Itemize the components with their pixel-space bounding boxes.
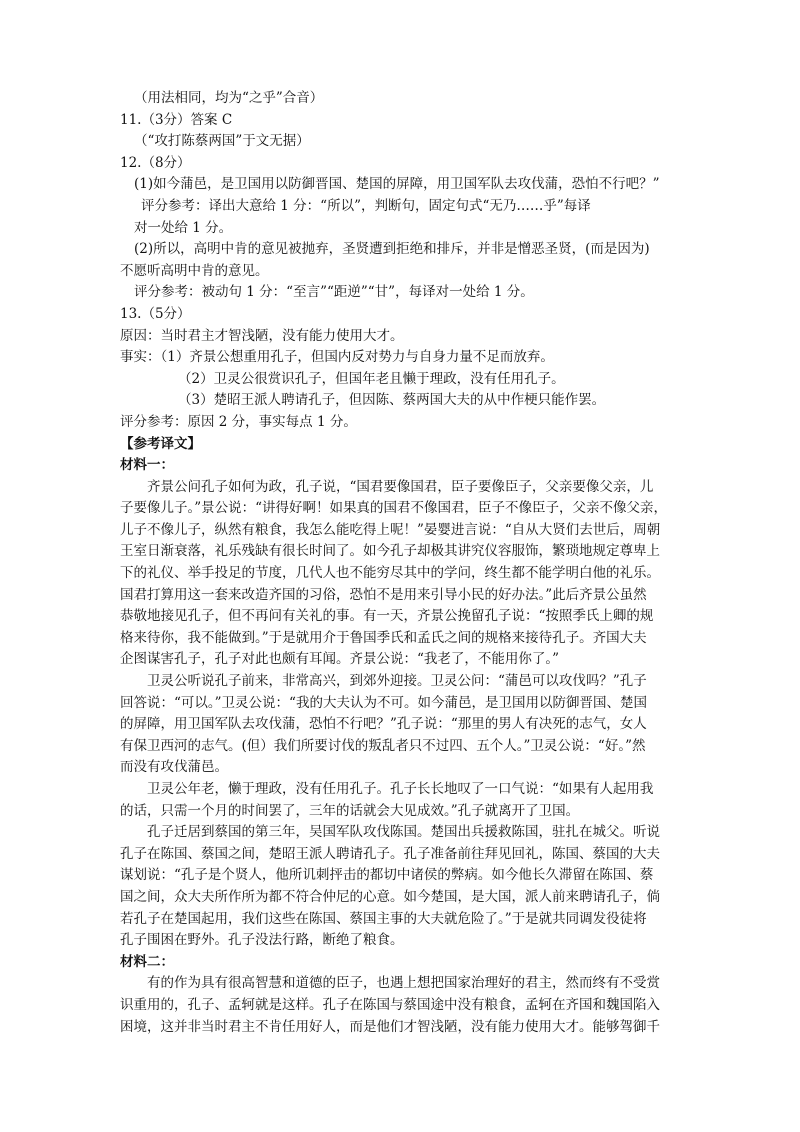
q13-score: 评分参考：原因 2 分，事实每点 1 分。 — [120, 413, 357, 430]
material1-paragraph-3 — [120, 779, 695, 822]
q12-1-line2: 评分参考：译出大意给 1 分：“所以”，判断句，固定句式“无乃……乎”每译 — [141, 197, 591, 214]
q13-reason: 原因：当时君主才智浅陋，没有能力使用大才。 — [120, 327, 404, 344]
paragraph-line: 若孔子在楚国起用，我们这些在陈国、蔡国主事的大夫就危险了。”于是就共同调发役徒将 — [120, 910, 647, 927]
q13-header: 13.（5分） — [120, 305, 191, 322]
answer-note-10: （用法相同，均为“之乎”合音） — [134, 90, 324, 106]
q12-2-line1: (2)所以，高明中肯的意见被抛弃，圣贤遭到拒绝和排斥，并非是憎恶圣贤，(而是因为) — [134, 241, 650, 258]
paragraph-line: 儿子不像儿子，纵然有粮食，我怎么能吃得上呢！”晏婴进言说：“自从大贤们去世后，周朝 — [120, 521, 661, 538]
paragraph-line: 卫灵公听说孔子前来，非常高兴，到郊外迎接。卫灵公问：“蒲邑可以攻伐吗？”孔子 — [147, 673, 647, 690]
paragraph-line: 的屏障，用卫国军队去攻伐蒲，恐怕不行吧？”孔子说：“那里的男人有决死的志气，女人 — [120, 716, 647, 733]
material1-label: 材料一： — [120, 457, 174, 474]
q12-header: 12.（8分） — [120, 154, 191, 171]
q13-fact2: （2）卫灵公很赏识孔子，但国年老且懒于理政，没有任用孔子。 — [178, 370, 565, 387]
paragraph-line: 孔子迁居到蔡国的第三年，吴国军队攻伐陈国。楚国出兵援救陈国，驻扎在城父。听说 — [147, 824, 660, 841]
paragraph-line: 王室日渐衰落，礼乐残缺有很长时间了。如今孔子却极其讲究仪容服饰，繁琐地规定尊卑上 — [120, 543, 660, 560]
paragraph-line: 齐景公问孔子如何为政，孔子说，“国君要像国君，臣子要像臣子，父亲要像父亲，儿 — [147, 478, 654, 495]
paragraph-line: 孔子在陈国、蔡国之间，楚昭王派人聘请孔子。孔子准备前往拜见回礼，陈国、蔡国的大夫 — [120, 845, 660, 862]
q12-2-line2: 不愿听高明中肯的意见。 — [120, 262, 269, 279]
paragraph-line: 恭敬地接见孔子，但不再问有关礼的事。有一天，齐景公挽留孔子说：“按照季氏上卿的规 — [120, 608, 654, 625]
paragraph-line: 而没有攻伐蒲邑。 — [120, 759, 228, 776]
paragraph-line: 格来待你，我不能做到。”于是就用介于鲁国季氏和孟氏之间的规格来接待孔子。齐国大夫 — [120, 629, 647, 646]
q11-note: （“攻打陈蔡两国”于文无据） — [134, 133, 310, 150]
paragraph-line: 孔子围困在野外。孔子没法行路，断绝了粮食。 — [120, 932, 404, 949]
q11-header: 11.（3分）答案 C — [120, 111, 233, 128]
paragraph-line: 回答说：“可以。”卫灵公说：“我的大夫认为不可。如今蒲邑，是卫国用以防御晋国、楚国 — [120, 694, 647, 711]
material1-paragraph-1 — [120, 477, 695, 671]
q12-1-line1: (1)如今蒲邑，是卫国用以防御晋国、楚国的屏障，用卫国军队去攻伐蒲，恐怕不行吧？” — [134, 176, 660, 193]
material1-paragraph-4 — [120, 822, 695, 952]
material2-paragraph-1 — [120, 973, 695, 1038]
q12-2-line3: 评分参考：被动句 1 分：“至言”“距逆”“甘”，每译对一处给 1 分。 — [134, 284, 534, 301]
paragraph-line: 谋划说：“孔子是个贤人，他所讥刺抨击的都切中诸侯的弊病。如今他长久滞留在陈国、蔡 — [120, 867, 654, 884]
paragraph-line: 国之间，众大夫所作所为都不符合仲尼的心意。如今楚国，是大国，派人前来聘请孔子，倘 — [120, 888, 660, 905]
paragraph-line: 有的作为具有很高智慧和道德的臣子，也遇上想把国家治理好的君主，然而终有不受赏 — [147, 975, 660, 992]
q12-1-line3: 对一处给 1 分。 — [134, 219, 233, 236]
q13-fact1: 事实：（1）齐景公想重用孔子，但国内反对势力与自身力量不足而放弃。 — [120, 349, 554, 366]
document-page — [120, 88, 695, 1038]
material2-label: 材料二： — [120, 953, 174, 970]
paragraph-line: 识重用的，孔子、孟轲就是这样。孔子在陈国与蔡国途中没有粮食，孟轲在齐国和魏国陷入 — [120, 996, 660, 1013]
paragraph-line: 有保卫西河的志气。(但）我们所要讨伐的叛乱者只不过四、五个人。”卫灵公说：“好。”然 — [120, 737, 646, 754]
material1-paragraph-2 — [120, 671, 695, 779]
paragraph-line: 困境，这并非当时君主不肯任用好人，而是他们才智浅陋，没有能力使用大才。能够驾御千 — [120, 1018, 660, 1035]
paragraph-line: 国君打算用这一套来改造齐国的习俗，恐怕不是用来引导小民的好办法。”此后齐景公虽然 — [120, 586, 647, 603]
q13-fact3: （3）楚昭王派人聘请孔子，但因陈、蔡两国大夫的从中作梗只能作罢。 — [178, 392, 606, 409]
paragraph-line: 企图谋害孔子，孔子对此也颇有耳闻。齐景公说：“我老了，不能用你了。” — [120, 651, 560, 668]
translation-heading: 【参考译文】 — [120, 435, 201, 452]
paragraph-line: 子要像儿子。”景公说：“讲得好啊！如果真的国君不像国君，臣子不像臣子，父亲不像父亲， — [120, 500, 668, 517]
paragraph-line: 的话，只需一个月的时间罢了，三年的话就会大见成效。”孔子就离开了卫国。 — [120, 802, 580, 819]
paragraph-line: 下的礼仪、举手投足的节度，几代人也不能穷尽其中的学问，终生都不能学明白他的礼乐。 — [120, 565, 660, 582]
paragraph-line: 卫灵公年老，懒于理政，没有任用孔子。孔子长长地叹了一口气说：“如果有人起用我 — [147, 781, 654, 797]
